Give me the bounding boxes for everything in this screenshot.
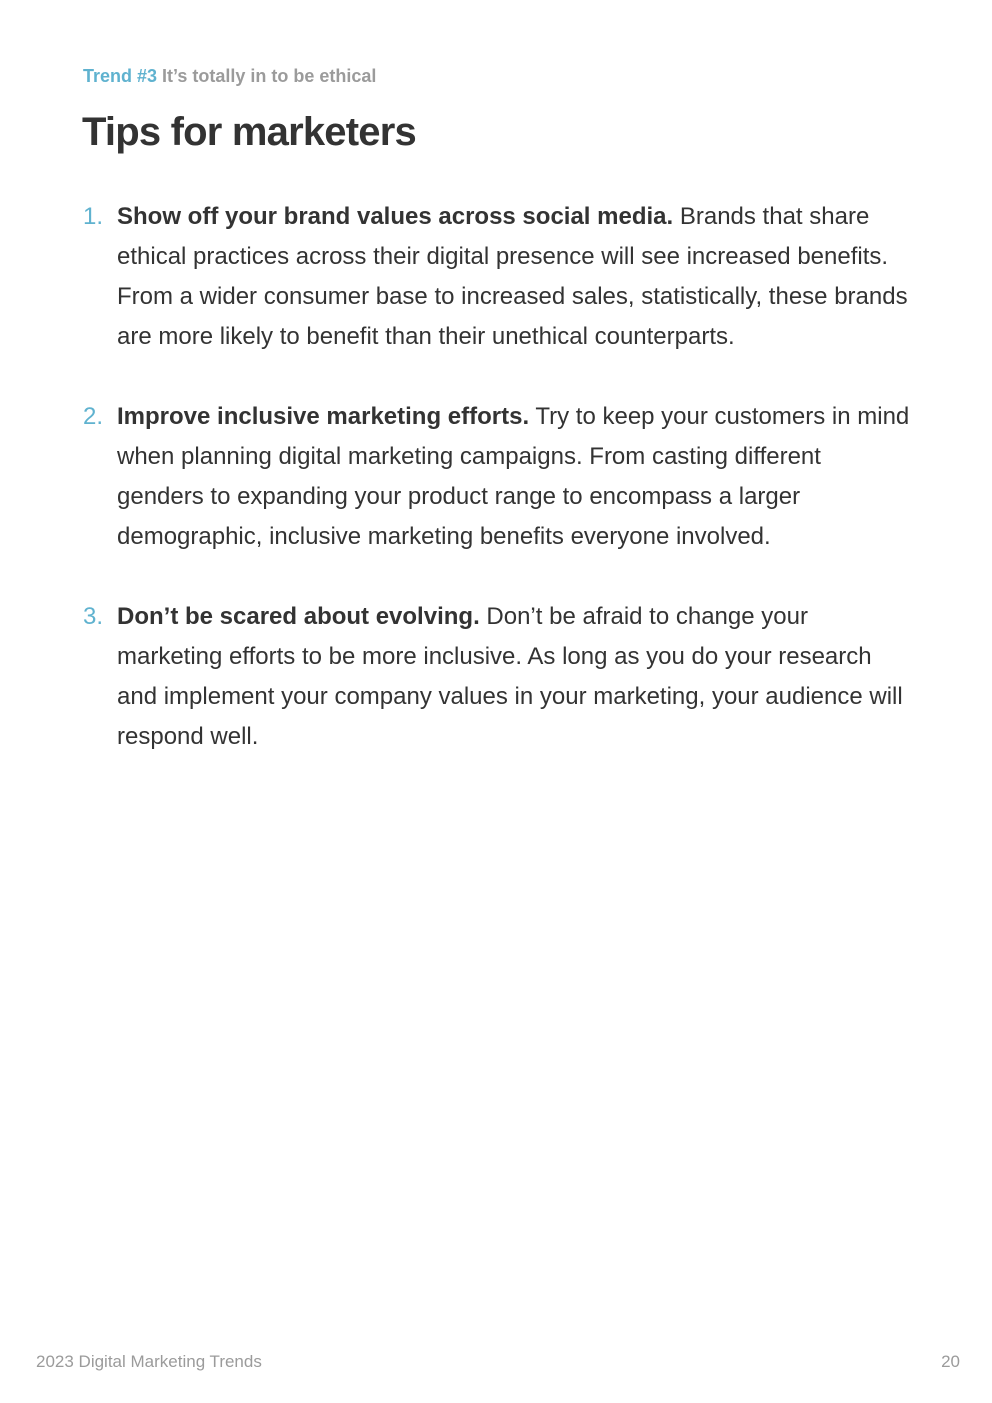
- page-number: 20: [941, 1352, 960, 1371]
- tip-body: Brands that share ethical practices across their digital presence will see increased benefits. From a wider consumer base to increased sales, statistically, these brands are more likely to benefit than their unethical counterparts.: [117, 203, 908, 350]
- tips-list: [83, 197, 913, 797]
- tip-number: 2.: [83, 403, 104, 430]
- tip-heading: Don’t be scared about evolving.: [117, 603, 480, 630]
- tip-number: 1.: [83, 203, 104, 230]
- trend-subtitle: It’s totally in to be ethical: [162, 66, 377, 86]
- tip-body: Don’t be afraid to change your marketing efforts to be more inclusive. As long as you do your research and implement your company values in your marketing, your audience will respond well.: [117, 603, 903, 750]
- tip-body: Try to keep your customers in mind when planning digital marketing campaigns. From casting different genders to expanding your product range to encompass a larger demographic, inclusive marketing benefits everyone involved.: [117, 403, 910, 550]
- tip-item-3: [83, 597, 913, 757]
- tip-heading: Show off your brand values across social media.: [117, 203, 674, 230]
- trend-label: Trend #3: [83, 66, 158, 86]
- tip-number: 3.: [83, 603, 104, 630]
- page-title: Tips for marketers: [82, 110, 416, 154]
- footer-document-title: 2023 Digital Marketing Trends: [36, 1352, 262, 1371]
- tip-item-1: [83, 197, 913, 357]
- tip-heading: Improve inclusive marketing efforts.: [117, 403, 530, 430]
- tip-item-2: [83, 397, 913, 557]
- section-kicker: [83, 64, 376, 88]
